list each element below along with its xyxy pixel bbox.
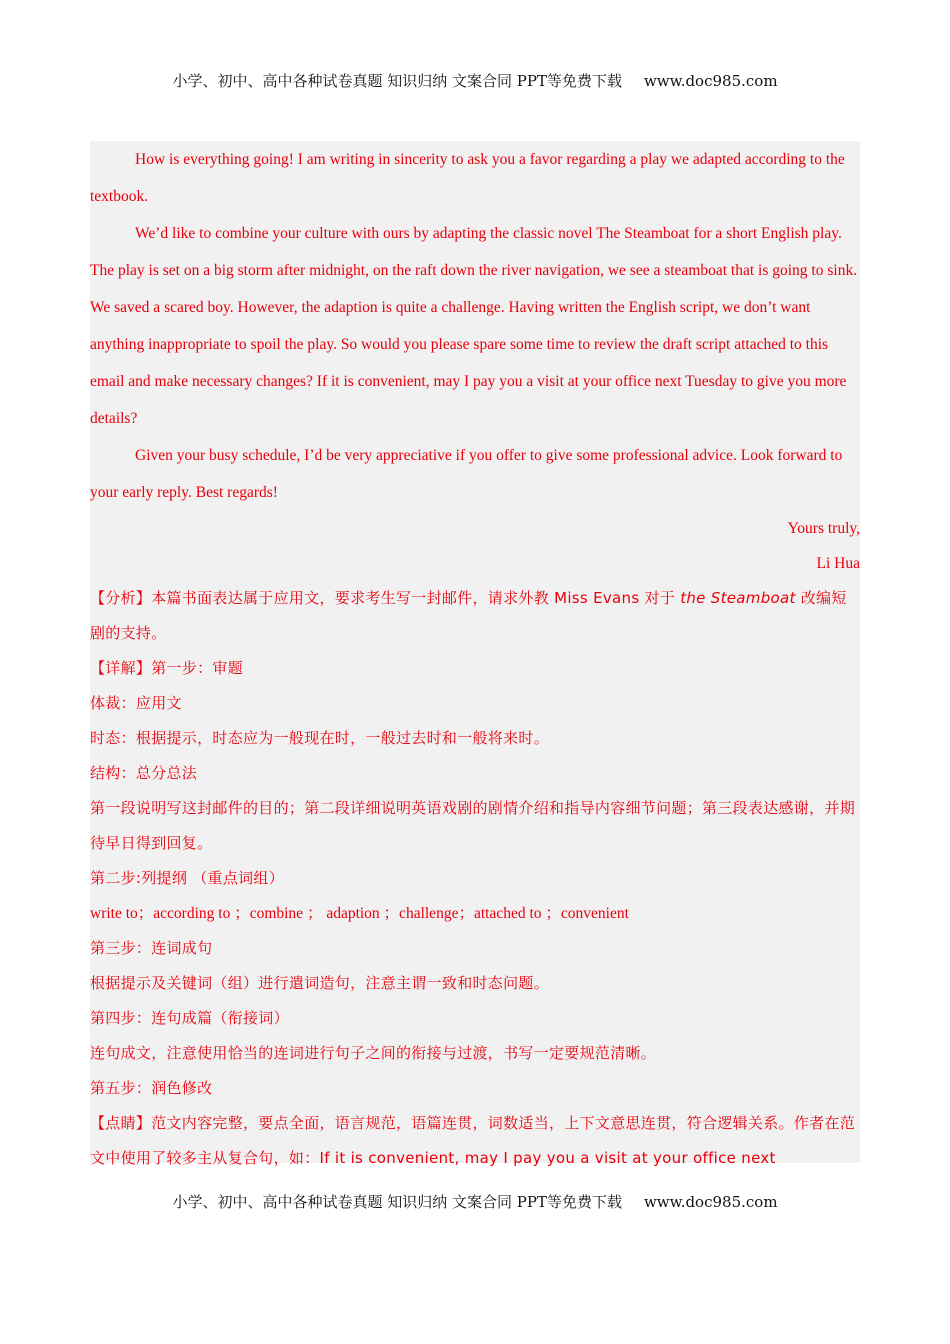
footer-text: 小学、初中、高中各种试卷真题 知识归纳 文案合同 PPT等免费下载 — [172, 1193, 622, 1211]
detail-structure: 结构：总分总法 — [90, 764, 198, 782]
detail-label: 【详解】 — [90, 659, 152, 677]
letter-signature: Li Hua — [816, 555, 860, 572]
page-header — [0, 70, 950, 91]
comment-section — [90, 1106, 860, 1176]
letter-closing: Yours truly, — [787, 520, 860, 537]
comment-label: 【点睛】 — [90, 1114, 152, 1132]
detail-step3: 第三步：连词成句 — [90, 939, 213, 957]
detail-phrases: write to；according to ；combine ； adaption ；challenge；attached to ；convenient — [90, 905, 629, 922]
analysis-section — [90, 581, 860, 651]
detail-heading — [90, 651, 860, 686]
comment-text: 范文内容完整，要点全面，语言规范，语篇连贯，词数适当，上下文意思连贯，符合逻辑关系。作者在范文中使用了较多主从复合句，如：If it is convenient, may I pay you a visit at your office next — [90, 1114, 856, 1167]
letter-paragraph-1: How is everything going! I am writing in sincerity to ask you a favor regarding a play we adapted according to the textbook. — [90, 151, 845, 205]
page-footer — [0, 1191, 950, 1212]
footer-site: www.doc985.com — [643, 1193, 778, 1211]
analysis-text-before: 本篇书面表达属于应用文，要求考生写一封邮件，请求外教 Miss Evans 对于 — [151, 589, 681, 607]
header-text: 小学、初中、高中各种试卷真题 知识归纳 文案合同 PPT等免费下载 — [172, 72, 622, 90]
detail-step4-desc: 连句成文，注意使用恰当的连词进行句子之间的衔接与过渡，书写一定要规范清晰。 — [90, 1044, 657, 1062]
detail-tense: 时态：根据提示，时态应为一般现在时，一般过去时和一般将来时。 — [90, 729, 550, 747]
analysis-text-after: 改编短剧的支持。 — [90, 589, 847, 642]
detail-step1: 第一步：审题 — [151, 659, 244, 677]
header-site: www.doc985.com — [643, 72, 778, 90]
document-body — [90, 141, 860, 1167]
analysis-label: 【分析】 — [90, 589, 152, 607]
detail-step3-desc: 根据提示及关键词（组）进行遣词造句，注意主谓一致和时态问题。 — [90, 974, 550, 992]
detail-step2: 第二步:列提纲 （重点词组） — [90, 869, 285, 887]
detail-step5: 第五步：润色修改 — [90, 1079, 213, 1097]
letter-paragraph-2: We’d like to combine your culture with ours by adapting the classic novel The Steamboat for a short English play. The play is set on a big storm after midnight, on the raft down the river navigation, we see a steamboat that is going to sink. We saved a scared boy. However, the adaption is quite a challenge. Having written the English script, we don’t want anything inappropriate to spoil the play. So would you please spare some time to review the draft script attached to this email and make necessary changes? If it is convenient, may I pay you a visit at your office next Tuesday to give you more details? — [90, 225, 858, 427]
analysis-italic: the Steamboat — [680, 589, 796, 607]
detail-genre: 体裁：应用文 — [90, 694, 182, 712]
letter-paragraph-3: Given your busy schedule, I’d be very appreciative if you offer to give some professional advice. Look forward to your early reply. Best regards! — [90, 447, 843, 501]
detail-structure-desc: 第一段说明写这封邮件的目的；第二段详细说明英语戏剧的剧情介绍和指导内容细节问题；第三段表达感谢，并期待早日得到回复。 — [90, 799, 856, 852]
detail-step4: 第四步：连句成篇（衔接词） — [90, 1009, 289, 1027]
